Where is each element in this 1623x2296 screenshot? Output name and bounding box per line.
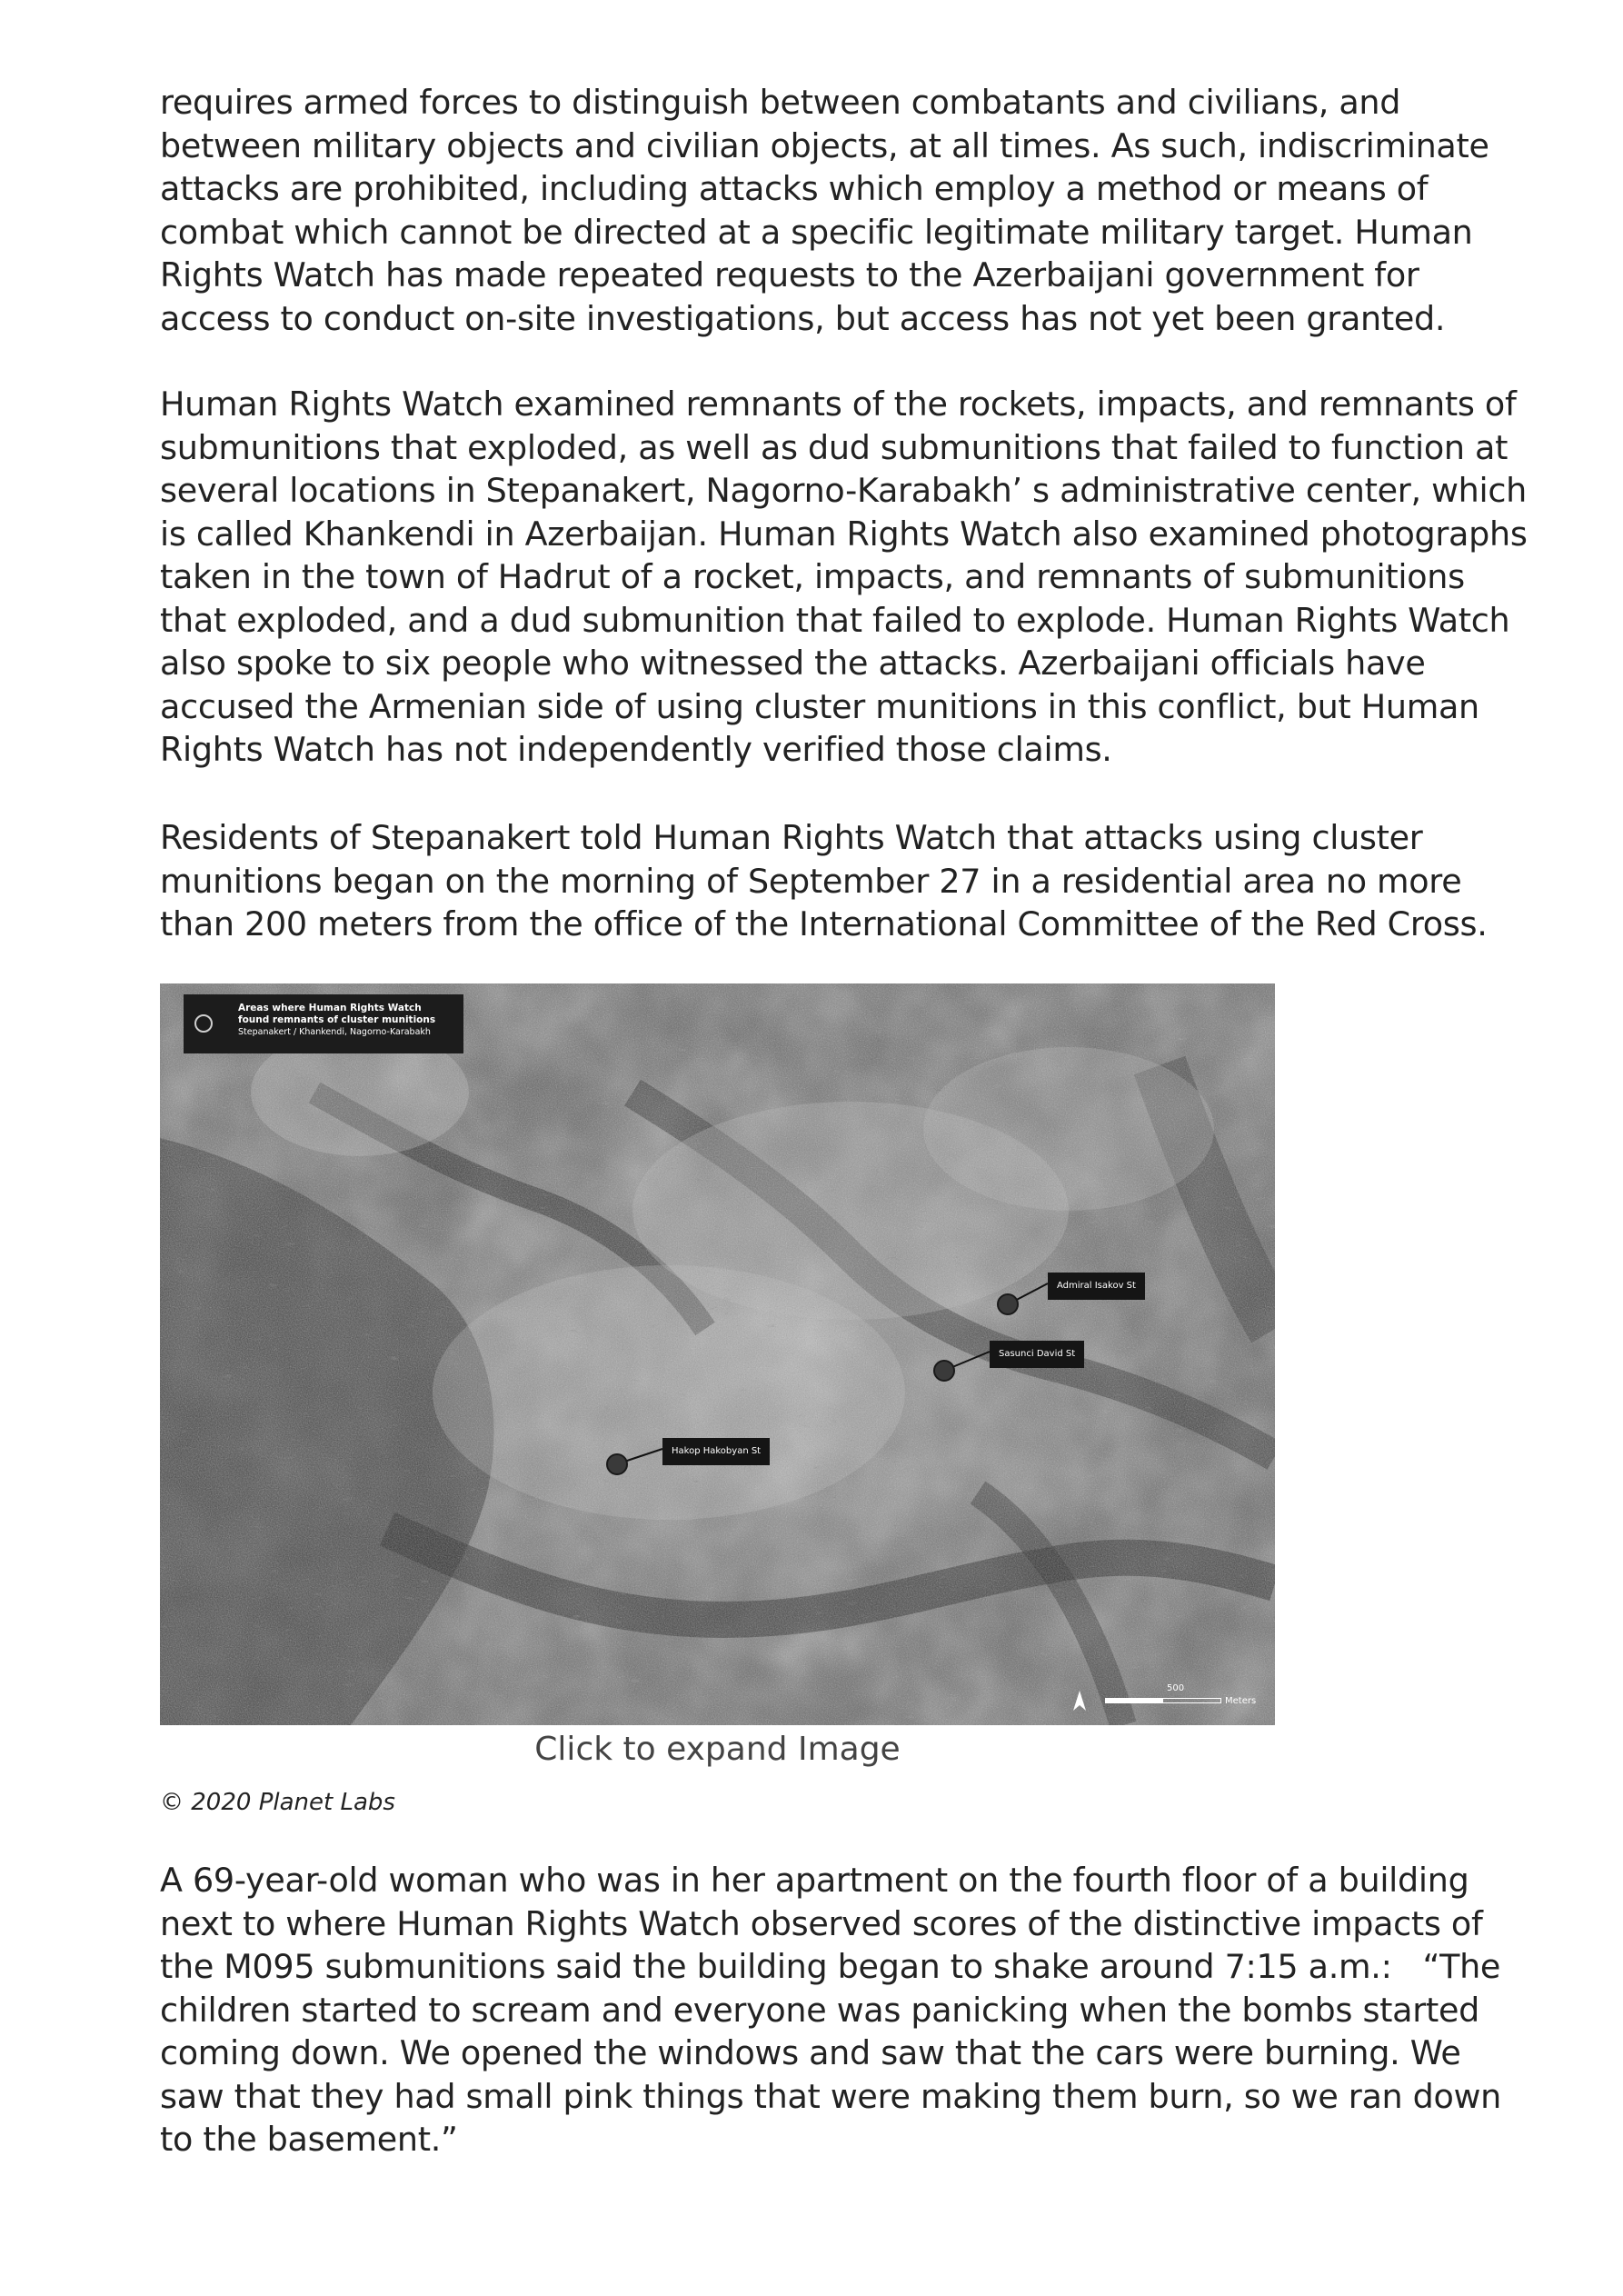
- text-line: Human Rights Watch examined remnants of the rockets, impacts, and remnants of: [160, 384, 1517, 424]
- image-credit: © 2020 Planet Labs: [160, 1789, 395, 1816]
- text-line: the M095 submunitions said the building began to shake around 7:15 a.m.: “The: [160, 1947, 1501, 1986]
- scale-unit: Meters: [1225, 1696, 1257, 1706]
- map-label-admiral-isakov: Admiral Isakov St: [1048, 1273, 1145, 1300]
- legend-location: Stepanakert / Khankendi, Nagorno-Karabakh: [238, 1027, 431, 1037]
- map-markers-layer: [160, 983, 1275, 1725]
- expand-image-link[interactable]: Click to expand Image: [534, 1731, 901, 1768]
- scale-value: 500: [1167, 1683, 1185, 1693]
- map-label-sasunci-david: Sasunci David St: [990, 1341, 1084, 1368]
- text-line: that exploded, and a dud submunition that failed to explode. Human Rights Watch: [160, 600, 1510, 640]
- satellite-map-image[interactable]: [160, 983, 1275, 1725]
- text-line: between military objects and civilian objects, at all times. As such, indiscriminate: [160, 125, 1489, 165]
- text-line: taken in the town of Hadrut of a rocket, impacts, and remnants of submunitions: [160, 557, 1465, 596]
- scale-bar-graphic: [1105, 1698, 1221, 1703]
- text-line: is called Khankendi in Azerbaijan. Human Rights Watch also examined photographs: [160, 514, 1528, 554]
- legend-title-line-2: found remnants of cluster munitions: [238, 1014, 436, 1025]
- marker-hakop-hakobyan: [607, 1454, 627, 1474]
- map-label-hakop-hakobyan: Hakop Hakobyan St: [662, 1438, 770, 1465]
- text-line: children started to scream and everyone was panicking when the bombs started: [160, 1990, 1479, 2030]
- text-line: to the basement.”: [160, 2120, 458, 2159]
- marker-sasunci-david: [934, 1361, 954, 1381]
- text-line: attacks are prohibited, including attacks which employ a method or means of: [160, 169, 1429, 208]
- text-line: munitions began on the morning of September 27 in a residential area no more: [160, 861, 1462, 901]
- paragraph-witness-account: [160, 1859, 1501, 2161]
- text-line: submunitions that exploded, as well as dud submunitions that failed to function at: [160, 427, 1508, 467]
- text-line: Rights Watch has not independently verified those claims.: [160, 730, 1112, 769]
- text-line: several locations in Stepanakert, Nagorno-Karabakh’ s administrative center, which: [160, 471, 1527, 510]
- text-line: than 200 meters from the office of the International Committee of the Red Cross.: [160, 904, 1488, 943]
- text-line: A 69-year-old woman who was in her apartment on the fourth floor of a building: [160, 1861, 1469, 1900]
- paragraph-legal-obligations: [160, 81, 1487, 340]
- text-line: Residents of Stepanakert told Human Rights Watch that attacks using cluster: [160, 818, 1423, 857]
- paragraph-residents: [160, 816, 1487, 946]
- marker-admiral-isakov: [998, 1294, 1018, 1314]
- text-line: requires armed forces to distinguish between combatants and civilians, and: [160, 83, 1401, 122]
- text-line: Rights Watch has made repeated requests to the Azerbaijani government for: [160, 255, 1419, 294]
- text-line: accused the Armenian side of using cluster munitions in this conflict, but Human: [160, 686, 1479, 726]
- legend-title-line-1: Areas where Human Rights Watch: [238, 1003, 422, 1013]
- text-line: next to where Human Rights Watch observed scores of the distinctive impacts of: [160, 1903, 1483, 1943]
- text-line: saw that they had small pink things that were making them burn, so we ran down: [160, 2076, 1501, 2116]
- text-line: combat which cannot be directed at a specific legitimate military target. Human: [160, 212, 1473, 252]
- paragraph-examination: [160, 383, 1528, 772]
- north-arrow-icon: [1073, 1691, 1086, 1711]
- text-line: also spoke to six people who witnessed the attacks. Azerbaijani officials have: [160, 644, 1426, 683]
- text-line: access to conduct on-site investigations, but access has not yet been granted.: [160, 298, 1446, 338]
- text-line: coming down. We opened the windows and saw that the cars were burning. We: [160, 2033, 1461, 2072]
- map-scale-bar: [1105, 1683, 1260, 1720]
